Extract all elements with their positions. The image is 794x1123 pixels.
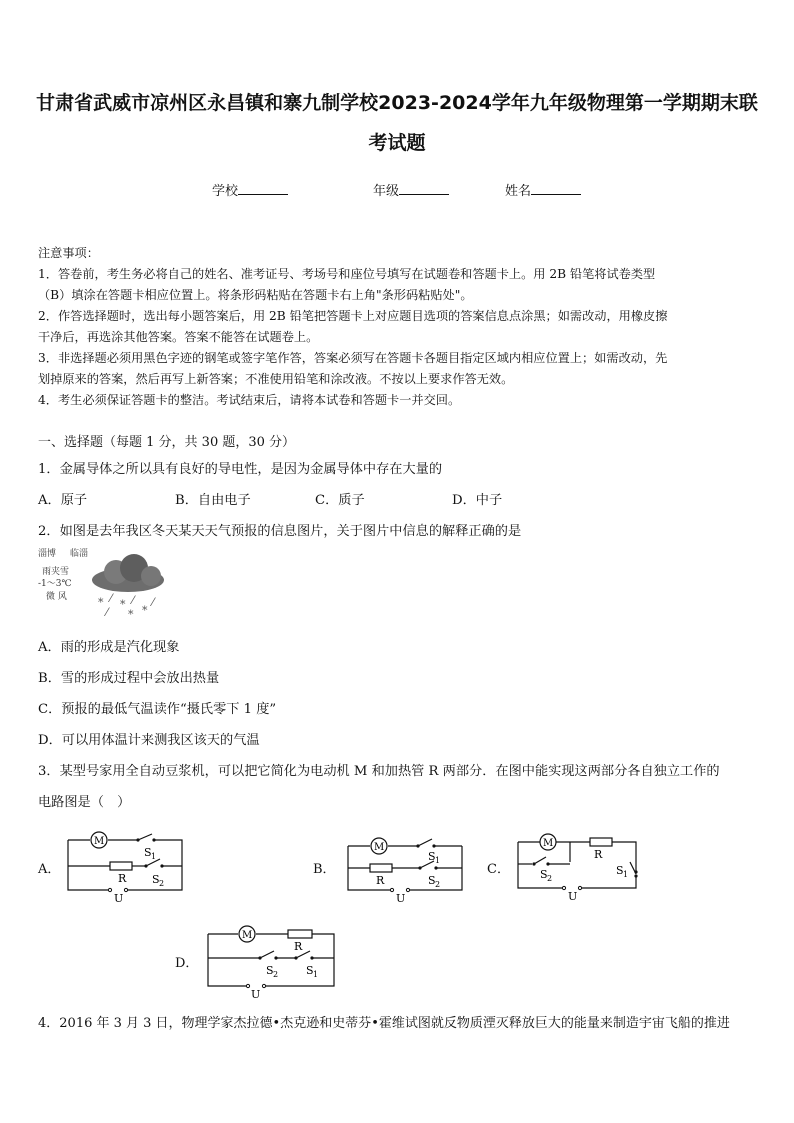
figure-wind: 微 风 (46, 592, 67, 602)
rain-snow-icon (98, 592, 156, 619)
svg-text:S: S (152, 873, 160, 886)
svg-text:S: S (616, 864, 624, 877)
svg-text:R: R (594, 848, 603, 861)
note-3a: 3．非选择题必须用黑色字迹的钢笔或签字笔作答，答案必须写在答题卡各题目指定区域内相应位置上；如需改动，先 (38, 351, 668, 365)
motor-icon (371, 838, 387, 854)
figure-weather: 雨夹雪 (42, 567, 70, 577)
motor-icon (540, 834, 556, 850)
name-label: 姓名 (505, 184, 532, 199)
q4-stem: 4．2016 年 3 月 3 日，物理学家杰拉德•杰克逊和史蒂芬•霍维试图就反物质湮灭释放巨大的能量来制造宇宙飞船的推进 (38, 1016, 730, 1031)
svg-text:R: R (376, 874, 385, 887)
svg-text:*: * (120, 598, 126, 611)
note-4: 4．考生必须保证答题卡的整洁。考试结束后，请将本试卷和答题卡一并交回。 (38, 393, 461, 407)
svg-text:2: 2 (159, 879, 165, 888)
svg-text:M: M (94, 836, 105, 847)
svg-text:S: S (266, 964, 274, 977)
svg-text:S: S (144, 846, 152, 859)
note-2a: 2．作答选择题时，选出每小题答案后，用 2B 铅笔把答题卡上对应题目选项的答案信息点涂黑；如需改动，用橡皮擦 (38, 309, 668, 323)
circuit-c-diagram (510, 826, 645, 906)
q3-stem-line2: 电路图是（ ） (38, 795, 131, 810)
svg-text:M: M (543, 838, 554, 849)
school-label: 学校 (212, 184, 239, 199)
cloud-icon (92, 554, 164, 592)
q2-option-b[interactable]: B．雪的形成过程中会放出热量 (38, 671, 220, 686)
svg-text:U: U (251, 988, 261, 1000)
q3-stem-line1: 3．某型号家用全自动豆浆机，可以把它简化为电动机 M 和加热管 R 两部分．在图中能实现这两部分各自独立工作的 (38, 764, 720, 779)
svg-text:⁄: ⁄ (110, 592, 112, 605)
circuit-d-diagram (200, 922, 345, 1000)
q2-option-c[interactable]: C．预报的最低气温读作“摄氏零下 1 度” (38, 702, 277, 717)
svg-text:*: * (128, 608, 134, 619)
svg-text:M: M (374, 842, 385, 853)
svg-text:1: 1 (435, 856, 441, 865)
svg-text:⁄: ⁄ (132, 594, 134, 607)
svg-text:S: S (306, 964, 314, 977)
note-1b: （B）填涂在答题卡相应位置上。将条形码粘贴在答题卡右上角"条形码粘贴处"。 (38, 288, 473, 302)
figure-temp: -1～3℃ (38, 579, 72, 589)
q1-options (0, 489, 794, 509)
figure-city2: 临淄 (70, 549, 89, 559)
svg-text:U: U (114, 892, 124, 905)
svg-text:1: 1 (313, 970, 319, 979)
svg-text:⁄: ⁄ (152, 596, 154, 609)
note-1a: 1．答卷前，考生务必将自己的姓名、准考证号、考场号和座位号填写在试题卷和答题卡上。用 2B 铅笔将试卷类型 (38, 267, 656, 281)
q1-option-c[interactable]: C．质子 (315, 493, 365, 508)
circuit-a-diagram (60, 828, 190, 906)
svg-text:U: U (568, 890, 578, 903)
exam-title-line2: 考试题 (368, 132, 426, 154)
svg-text:1: 1 (151, 852, 157, 861)
svg-text:S: S (428, 874, 436, 887)
svg-text:*: * (98, 596, 104, 609)
q2-option-a[interactable]: A．雨的形成是汽化现象 (38, 640, 180, 655)
q1-stem: 1．金属导体之所以具有良好的导电性，是因为金属导体中存在大量的 (38, 462, 443, 477)
figure-city1: 淄博 (38, 549, 57, 559)
svg-text:R: R (118, 872, 127, 885)
svg-text:1: 1 (623, 870, 629, 879)
svg-text:S: S (428, 850, 436, 863)
circuit-d-label[interactable]: D． (175, 956, 199, 971)
svg-text:2: 2 (547, 874, 553, 883)
section-heading: 一、选择题（每题 1 分，共 30 题，30 分） (38, 435, 296, 450)
exam-title-line1: 甘肃省武威市凉州区永昌镇和寨九制学校2023-2024学年九年级物理第一学期期末联 (36, 92, 758, 114)
q2-option-d[interactable]: D．可以用体温计来测我区该天的气温 (38, 733, 260, 748)
q1-option-a[interactable]: A．原子 (38, 493, 88, 508)
grade-field[interactable] (373, 180, 449, 199)
q1-option-d[interactable]: D．中子 (452, 493, 503, 508)
q2-stem: 2．如图是去年我区冬天某天天气预报的信息图片，关于图片中信息的解释正确的是 (38, 524, 522, 539)
svg-text:U: U (396, 892, 406, 905)
name-field[interactable] (505, 180, 581, 199)
student-info-line (0, 180, 794, 200)
circuit-c-label[interactable]: C． (487, 862, 510, 877)
circuit-a-label[interactable]: A． (38, 862, 61, 877)
svg-text:2: 2 (273, 970, 279, 979)
svg-text:R: R (294, 940, 303, 953)
circuit-b-diagram (340, 828, 470, 906)
notes-heading: 注意事项： (38, 246, 99, 260)
svg-text:2: 2 (435, 880, 441, 889)
q1-option-b[interactable]: B．自由电子 (175, 493, 251, 508)
school-field[interactable] (212, 180, 288, 199)
svg-text:S: S (540, 868, 548, 881)
grade-label: 年级 (373, 184, 400, 199)
svg-text:*: * (142, 604, 148, 617)
note-3b: 划掉原来的答案，然后再写上新答案；不准使用铅笔和涂改液。不按以上要求作答无效。 (38, 372, 514, 386)
motor-icon (91, 832, 107, 848)
note-2b: 干净后，再选涂其他答案。答案不能答在试题卷上。 (38, 330, 319, 344)
circuit-b-label[interactable]: B． (313, 862, 336, 877)
svg-text:M: M (242, 930, 253, 941)
svg-text:⁄: ⁄ (106, 606, 108, 619)
motor-icon (239, 926, 255, 942)
weather-forecast-figure (36, 544, 171, 619)
